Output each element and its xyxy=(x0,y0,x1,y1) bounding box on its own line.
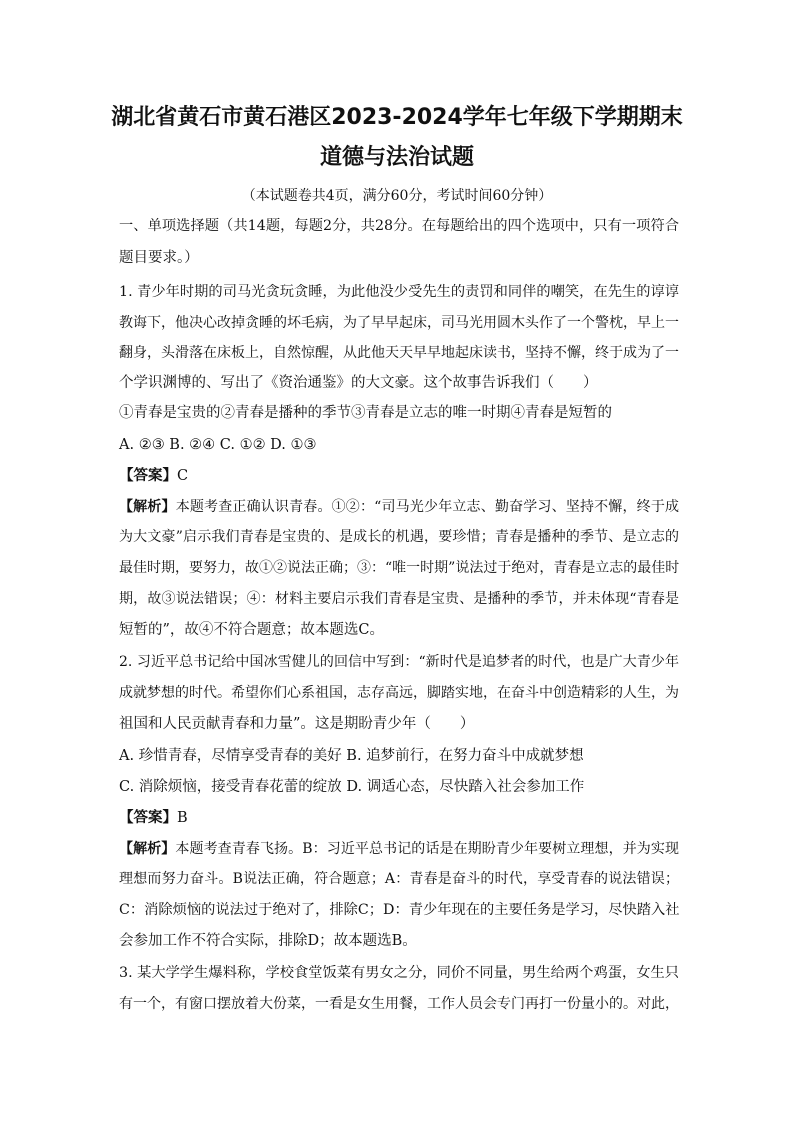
q1-analysis-line2: 为大文豪”启示我们青春是宝贵的、是成长的机遇，要珍惜；青春是播种的季节、是立志的 xyxy=(119,529,679,545)
q2-analysis-line4: 会参加工作不符合实际，排除D；故本题选B。 xyxy=(119,933,417,949)
q1-options: A. ②③ B. ②④ C. ①② D. ①③ xyxy=(119,437,317,453)
q1-stem-line3: 翻身，头滑落在床板上，自然惊醒，从此他天天早早地起床读书，坚持不懈，终于成为了一 xyxy=(119,345,679,361)
q2-stem-line3: 祖国和人民贡献青春和力量”。这是期盼青少年（ ） xyxy=(119,716,475,732)
q1-stem-line4: 个学识渊博的、写出了《资治通鉴》的大文豪。这个故事告诉我们（ ） xyxy=(119,375,598,391)
q1-statements: ①青春是宝贵的②青春是播种的季节③青春是立志的唯一时期④青春是短暂的 xyxy=(119,405,612,421)
q1-analysis-line4: 期，故③说法错误；④：材料主要启示我们青春是宝贵、是播种的季节，并未体现“青春是 xyxy=(119,591,679,607)
q1-stem-line2: 教诲下，他决心改掉贪睡的坏毛病，为了早早起床，司马光用圆木头作了一个警枕，早上一 xyxy=(119,315,679,331)
q1-analysis-line1 xyxy=(119,497,679,517)
q2-options-line1: A. 珍惜青春，尽情享受青春的美好 B. 追梦前行，在努力奋斗中成就梦想 xyxy=(119,748,584,764)
q2-analysis-label: 【解析】 xyxy=(119,841,176,857)
q2-analysis-line3: C：消除烦恼的说法过于绝对了，排除C；D：青少年现在的主要任务是学习，尽快踏入社 xyxy=(119,902,680,918)
section-instruction-line1: 一、单项选择题（共14题，每题2分，共28分。在每题给出的四个选项中，只有一项符合 xyxy=(119,218,679,234)
q1-stem-line1: 1. 青少年时期的司马光贪玩贪睡，为此他没少受先生的责罚和同伴的嘲笑，在先生的谆谆 xyxy=(119,284,679,300)
q2-answer-value: B xyxy=(177,810,188,826)
exam-note: （本试题卷共4页，满分60分，考试时间60分钟） xyxy=(241,188,553,204)
q2-answer-label: 【答案】 xyxy=(119,809,177,826)
q2-options-line2: C. 消除烦恼，接受青春花蕾的绽放 D. 调适心态，尽快踏入社会参加工作 xyxy=(119,779,585,795)
q1-answer xyxy=(119,466,679,486)
document-title-line2: 道德与法治试题 xyxy=(319,145,474,170)
q1-answer-value: C xyxy=(177,468,189,484)
q1-analysis-line5: 短暂的”，故④不符合题意；故本题选C。 xyxy=(119,622,385,638)
q2-analysis-line1 xyxy=(119,839,679,859)
q2-stem-line1: 2. 习近平总书记给中国冰雪健儿的回信中写到：“新时代是追梦者的时代，也是广大青少年 xyxy=(119,654,679,670)
q1-analysis-text-1: 本题考查正确认识青春。①②：“司马光少年立志、勤奋学习、坚持不懈，终于成 xyxy=(175,499,680,515)
section-instruction-line2: 题目要求。） xyxy=(119,250,199,266)
q2-analysis-text-1: 本题考查青春飞扬。B：习近平总书记的话是在期盼青少年要树立理想，并为实现 xyxy=(175,841,679,857)
q3-stem-line2: 有一个，有窗口摆放着大份菜，一看是女生用餐，工作人员会专门再打一份量小的。对此， xyxy=(119,996,679,1012)
q3-stem-line1: 3. 某大学学生爆料称，学校食堂饭菜有男女之分，同价不同量，男生给两个鸡蛋，女生只 xyxy=(119,965,679,981)
q1-answer-label: 【答案】 xyxy=(119,467,177,484)
q1-analysis-label: 【解析】 xyxy=(119,499,176,515)
q2-stem-line2: 成就梦想的时代。希望你们心系祖国，志存高远，脚踏实地，在奋斗中创造精彩的人生，为 xyxy=(119,685,679,701)
q2-answer xyxy=(119,808,679,828)
q2-analysis-line2: 理想而努力奋斗。B说法正确，符合题意；A：青春是奋斗的时代，享受青春的说法错误； xyxy=(119,871,679,887)
document-title-line1: 湖北省黄石市黄石港区2023-2024学年七年级下学期期末 xyxy=(111,105,683,130)
q1-analysis-line3: 最佳时期，要努力，故①②说法正确；③：“唯一时期”说法过于绝对，青春是立志的最佳时 xyxy=(119,560,680,576)
